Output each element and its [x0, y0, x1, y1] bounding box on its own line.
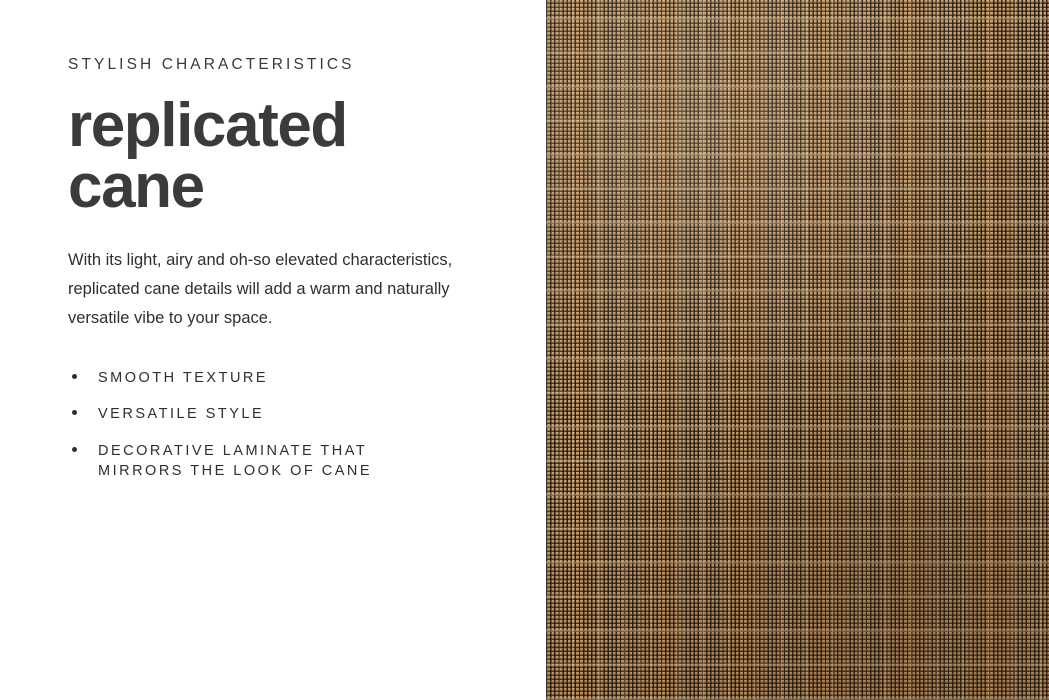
page-title-line-1: replicated: [68, 91, 347, 160]
list-item-label: VERSATILE STYLE: [98, 406, 265, 423]
bullet-dot-icon: [72, 410, 77, 415]
bullet-dot-icon: [72, 447, 77, 452]
feature-bullet-list: [68, 368, 486, 482]
eyebrow-label: STYLISH CHARACTERISTICS: [68, 56, 355, 73]
list-item-label-second-line: MIRRORS THE LOOK OF CANE: [98, 463, 373, 480]
body-paragraph: With its light, airy and oh-so elevated characteristics, replicated cane details will add a warm and naturally versatile vibe to your space.: [68, 250, 453, 328]
list-item-label: DECORATIVE LAMINATE THAT: [98, 442, 368, 459]
panel-divider: [546, 0, 547, 700]
list-item-label: SMOOTH TEXTURE: [98, 369, 269, 386]
bullet-dot-icon: [72, 374, 77, 379]
list-item: [68, 404, 486, 425]
cane-texture-image: [546, 0, 1049, 700]
page-title-line-2: cane: [68, 151, 204, 221]
list-item: [68, 441, 486, 482]
list-item: [68, 368, 486, 389]
cane-lighting-overlay: [546, 0, 1049, 700]
page-title: [68, 91, 486, 221]
